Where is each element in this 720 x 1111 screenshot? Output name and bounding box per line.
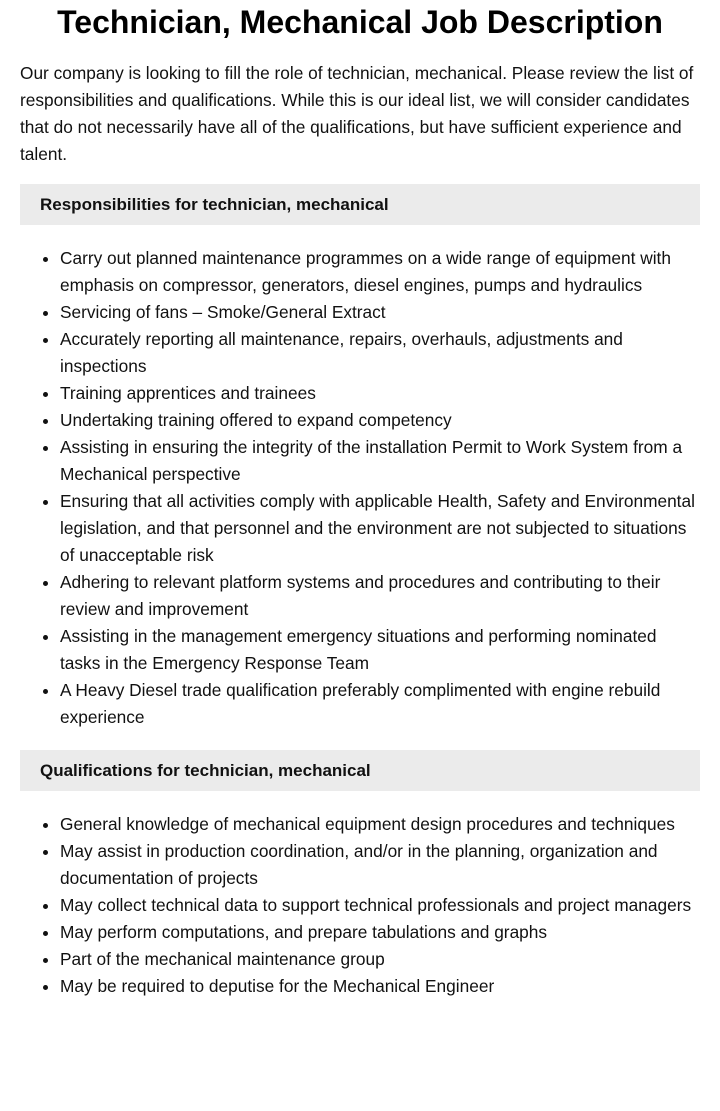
list-item: • Assisting in the management emergency situations and performing nominated tasks in the Emergency Response Team xyxy=(60,623,700,677)
list-item: • Ensuring that all activities comply with applicable Health, Safety and Environmental legislation, and that personnel and the environment are not subjected to situations of unacceptable risk xyxy=(60,488,700,569)
list-item: • Assisting in ensuring the integrity of the installation Permit to Work System from a Mechanical perspective xyxy=(60,434,700,488)
list-item: • Training apprentices and trainees xyxy=(60,380,700,407)
responsibilities-list xyxy=(20,245,700,731)
list-item: • General knowledge of mechanical equipment design procedures and techniques xyxy=(60,811,700,838)
list-item: • A Heavy Diesel trade qualification preferably complimented with engine rebuild experience xyxy=(60,677,700,731)
list-item: • Part of the mechanical maintenance group xyxy=(60,946,700,973)
responsibilities-heading: Responsibilities for technician, mechanical xyxy=(20,184,700,225)
intro-paragraph: Our company is looking to fill the role of technician, mechanical. Please review the list of responsibilities and qualifications. While this is our ideal list, we will consider candidates that do not necessarily have all of the qualifications, but have sufficient experience and talent. xyxy=(20,63,694,164)
qualifications-list xyxy=(20,811,700,1000)
list-item: • Servicing of fans – Smoke/General Extract xyxy=(60,299,700,326)
qualifications-heading: Qualifications for technician, mechanical xyxy=(20,750,700,791)
list-item: • Adhering to relevant platform systems and procedures and contributing to their review and improvement xyxy=(60,569,700,623)
list-item: • Carry out planned maintenance programmes on a wide range of equipment with emphasis on compressor, generators, diesel engines, pumps and hydraulics xyxy=(60,245,700,299)
page-title: Technician, Mechanical Job Description xyxy=(57,4,663,40)
list-item: • May be required to deputise for the Mechanical Engineer xyxy=(60,973,700,1000)
list-item: • Accurately reporting all maintenance, repairs, overhauls, adjustments and inspections xyxy=(60,326,700,380)
list-item: • May collect technical data to support technical professionals and project managers xyxy=(60,892,700,919)
list-item: • Undertaking training offered to expand competency xyxy=(60,407,700,434)
list-item: • May perform computations, and prepare tabulations and graphs xyxy=(60,919,700,946)
list-item: • May assist in production coordination, and/or in the planning, organization and documentation of projects xyxy=(60,838,700,892)
